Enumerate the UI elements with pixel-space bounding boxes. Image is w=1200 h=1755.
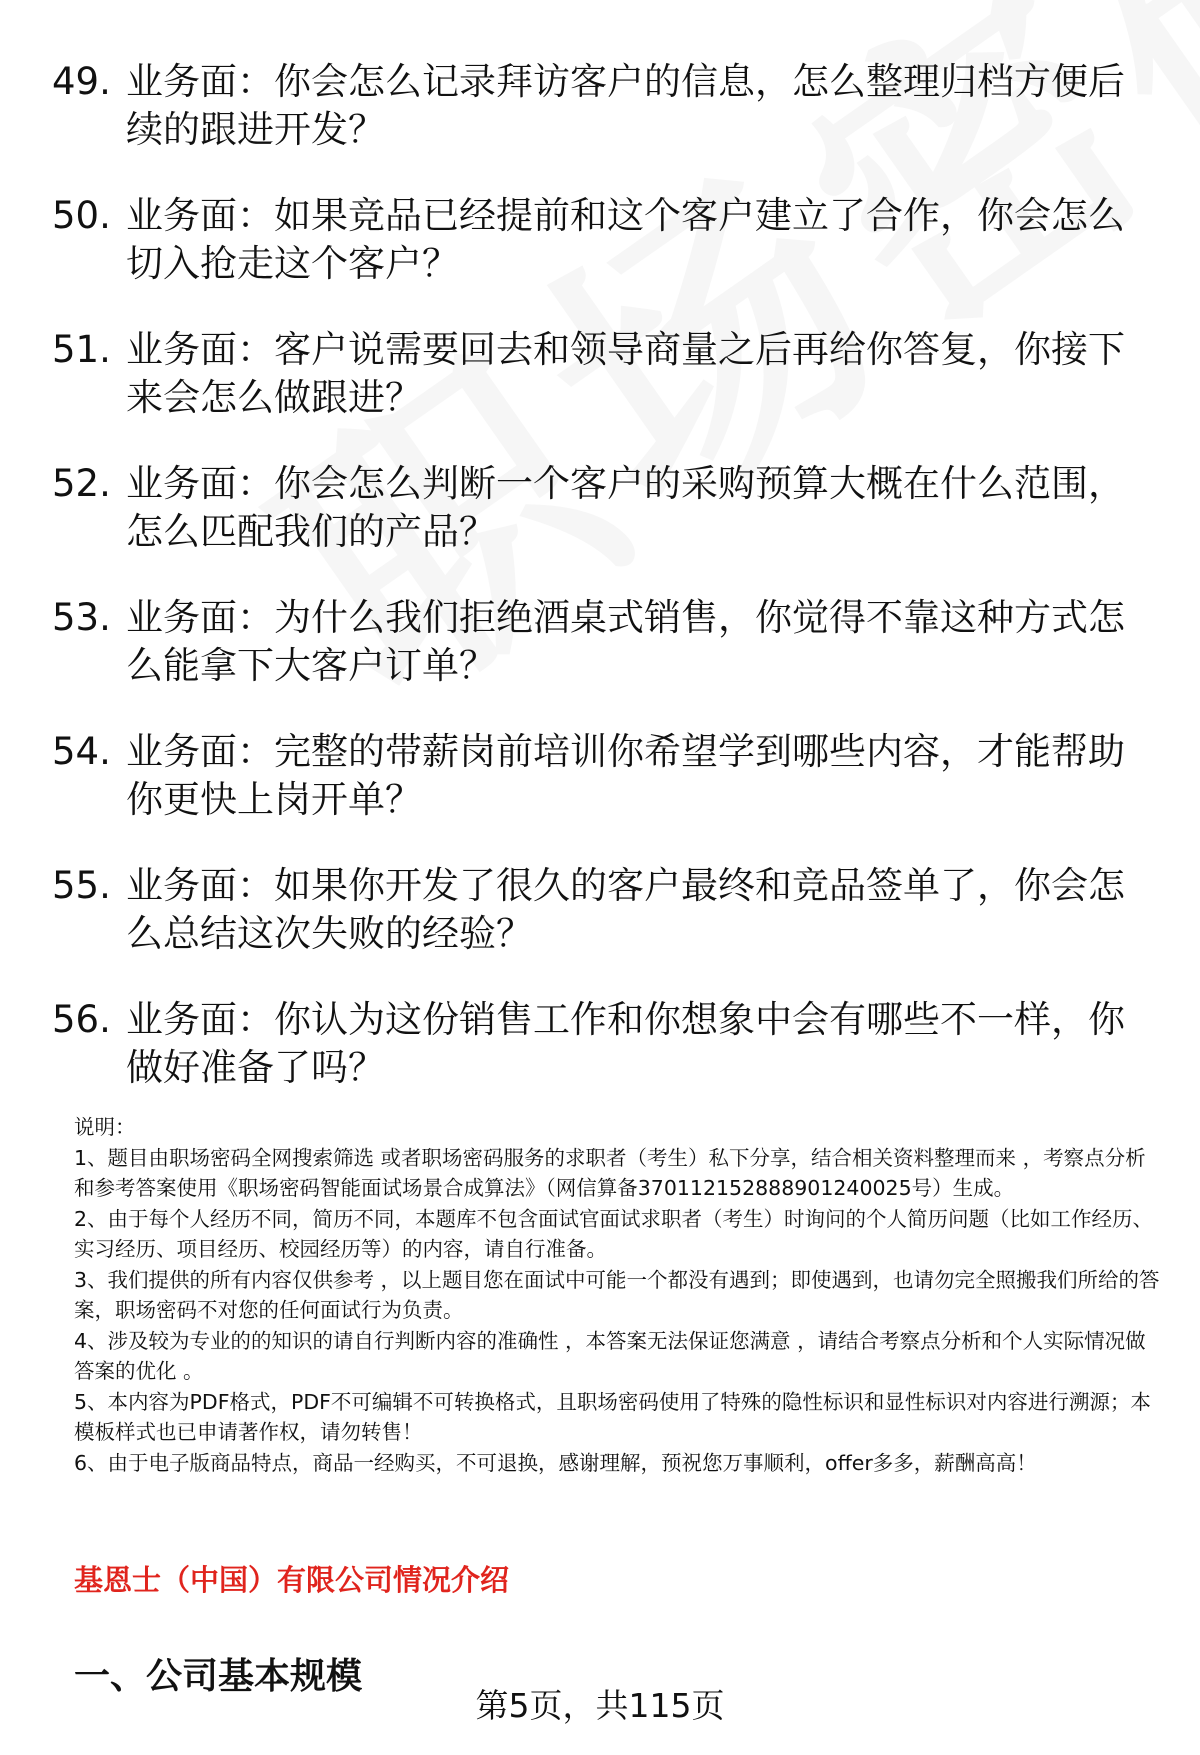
- note-item: 4、涉及较为专业的的知识的请自行判断内容的准确性 ，本答案无法保证您满意 ，请结合考察点分析和个人实际情况做答案的优化 。: [74, 1328, 1146, 1383]
- question-item: [52, 460, 1152, 556]
- question-item: [52, 996, 1152, 1092]
- question-list: [52, 58, 1152, 1130]
- page-number: 第5页，共115页: [475, 1686, 725, 1725]
- question-text: 业务面：完整的带薪岗前培训你希望学到哪些内容，才能帮助你更快上岗开单？: [126, 730, 1125, 821]
- question-item: [52, 862, 1152, 958]
- question-number: 56.: [52, 998, 111, 1041]
- question-text: 业务面：你会怎么记录拜访客户的信息，怎么整理归档方便后续的跟进开发？: [126, 60, 1125, 151]
- note-item: 1、题目由职场密码全网搜索筛选 或者职场密码服务的求职者（考生）私下分享，结合相关资料整理而来 ，考察点分析和参考答案使用《职场密码智能面试场景合成算法》（网信算备370112152888901240025号）生成。: [74, 1145, 1146, 1200]
- question-text: 业务面：如果竞品已经提前和这个客户建立了合作，你会怎么切入抢走这个客户？: [126, 194, 1125, 285]
- notes-section: [74, 1112, 1164, 1478]
- question-item: [52, 728, 1152, 824]
- question-text: 业务面：客户说需要回去和领导商量之后再给你答复，你接下来会怎么做跟进？: [126, 328, 1125, 419]
- question-number: 53.: [52, 596, 111, 639]
- section-heading: 一、公司基本规模: [74, 1656, 363, 1697]
- question-item: [52, 326, 1152, 422]
- question-text: 业务面：你会怎么判断一个客户的采购预算大概在什么范围，怎么匹配我们的产品？: [126, 462, 1125, 553]
- question-item: [52, 192, 1152, 288]
- company-title: 基恩士（中国）有限公司情况介绍: [74, 1563, 510, 1597]
- question-item: [52, 594, 1152, 690]
- note-item: 6、由于电子版商品特点，商品一经购买，不可退换，感谢理解，预祝您万事顺利，offer多多，薪酬高高！: [74, 1450, 1037, 1475]
- question-number: 49.: [52, 60, 111, 103]
- question-text: 业务面：如果你开发了很久的客户最终和竞品签单了，你会怎么总结这次失败的经验？: [126, 864, 1125, 955]
- notes-title: 说明：: [74, 1115, 136, 1139]
- question-text: 业务面：为什么我们拒绝酒桌式销售，你觉得不靠这种方式怎么能拿下大客户订单？: [126, 596, 1125, 687]
- question-number: 54.: [52, 730, 111, 773]
- question-number: 50.: [52, 194, 111, 237]
- question-text: 业务面：你认为这份销售工作和你想象中会有哪些不一样，你做好准备了吗？: [126, 998, 1125, 1089]
- question-number: 52.: [52, 462, 111, 505]
- question-number: 51.: [52, 328, 111, 371]
- note-item: 2、由于每个人经历不同，简历不同，本题库不包含面试官面试求职者（考生）时询问的个人简历问题（比如工作经历、实习经历、项目经历、校园经历等）的内容，请自行准备。: [74, 1206, 1154, 1261]
- note-item: 3、我们提供的所有内容仅供参考 ，以上题目您在面试中可能一个都没有遇到；即使遇到，也请勿完全照搬我们所给的答案，职场密码不对您的任何面试行为负责。: [74, 1267, 1160, 1322]
- note-item: 5、本内容为PDF格式，PDF不可编辑不可转换格式，且职场密码使用了特殊的隐性标识和显性标识对内容进行溯源；本模板样式也已申请著作权，请勿转售！: [74, 1389, 1151, 1444]
- question-item: [52, 58, 1152, 154]
- question-number: 55.: [52, 864, 111, 907]
